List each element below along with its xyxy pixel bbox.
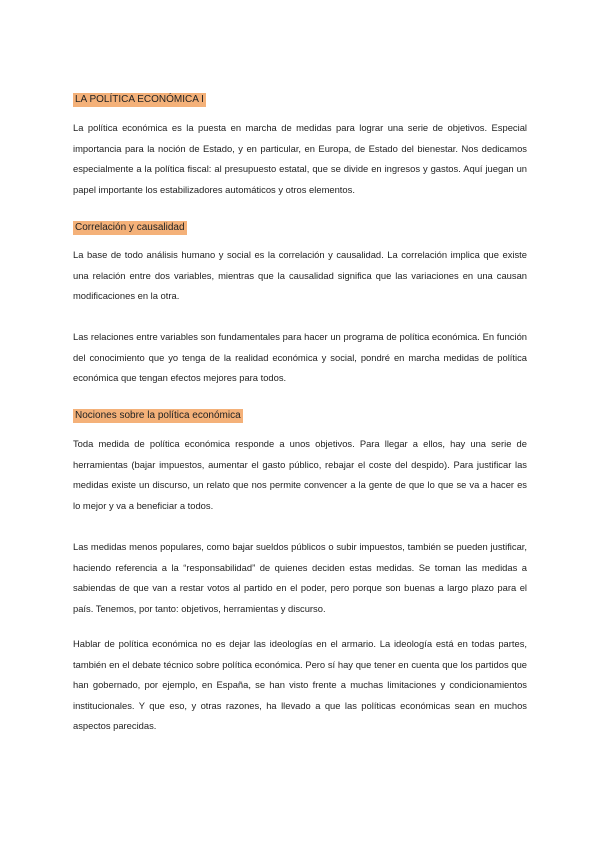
- paragraph-intro: La política económica es la puesta en marcha de medidas para lograr una serie de objetivos. Especial importancia para la noción de Estado, y en particular, en Europa, de Estado del bienestar. Nos dedicamos especialmente a la política fiscal: al presupuesto estatal, que se divide en ingresos y gastos. Aquí juegan un papel importante los estabilizadores automáticos y otros elementos.: [73, 122, 527, 195]
- section-heading-politica-economica: LA POLÍTICA ECONÓMICA I: [75, 94, 204, 105]
- section-heading-nociones: Nociones sobre la política económica: [75, 410, 241, 421]
- section-heading-correlacion: Correlación y causalidad: [75, 222, 185, 233]
- paragraph-relaciones: Las relaciones entre variables son fundamentales para hacer un programa de política económica. En función del conocimiento que yo tenga de la realidad económica y social, pondré en marcha medidas de política económica que tengan efectos mejores para todos.: [73, 331, 527, 384]
- paragraph-objetivos: Toda medida de política económica responde a unos objetivos. Para llegar a ellos, hay una serie de herramientas (bajar impuestos, aumentar el gasto público, rebajar el coste del despido). Para justificar las medidas existe un discurso, un relato que nos permite convencer a la gente de que lo que se va a hacer es lo mejor y va a beneficiar a todos.: [73, 438, 527, 511]
- paragraph-medidas-impopulares: Las medidas menos populares, como bajar sueldos públicos o subir impuestos, también se pueden justificar, haciendo referencia a la “responsabilidad” de quienes deciden estas medidas. Se toman las medidas a sabiendas de que van a restar votos al partido en el poder, pero porque son buenas a largo plazo para el país. Tenemos, por tanto: objetivos, herramientas y discurso.: [73, 541, 527, 614]
- paragraph-correlacion: La base de todo análisis humano y social es la correlación y causalidad. La correlación implica que existe una relación entre dos variables, mientras que la causalidad significa que las variaciones en una causan modificaciones en la otra.: [73, 249, 527, 302]
- paragraph-ideologias: Hablar de política económica no es dejar las ideologías en el armario. La ideología está en todas partes, también en el debate técnico sobre política económica. Pero sí hay que tener en cuenta que los partidos que han gobernado, por ejemplo, en España, se han visto frente a muchas limitaciones y condicionamientos institucionales. Y que eso, y otras razones, ha llevado a que las políticas económicas sean en muchos aspectos parecidas.: [73, 638, 527, 732]
